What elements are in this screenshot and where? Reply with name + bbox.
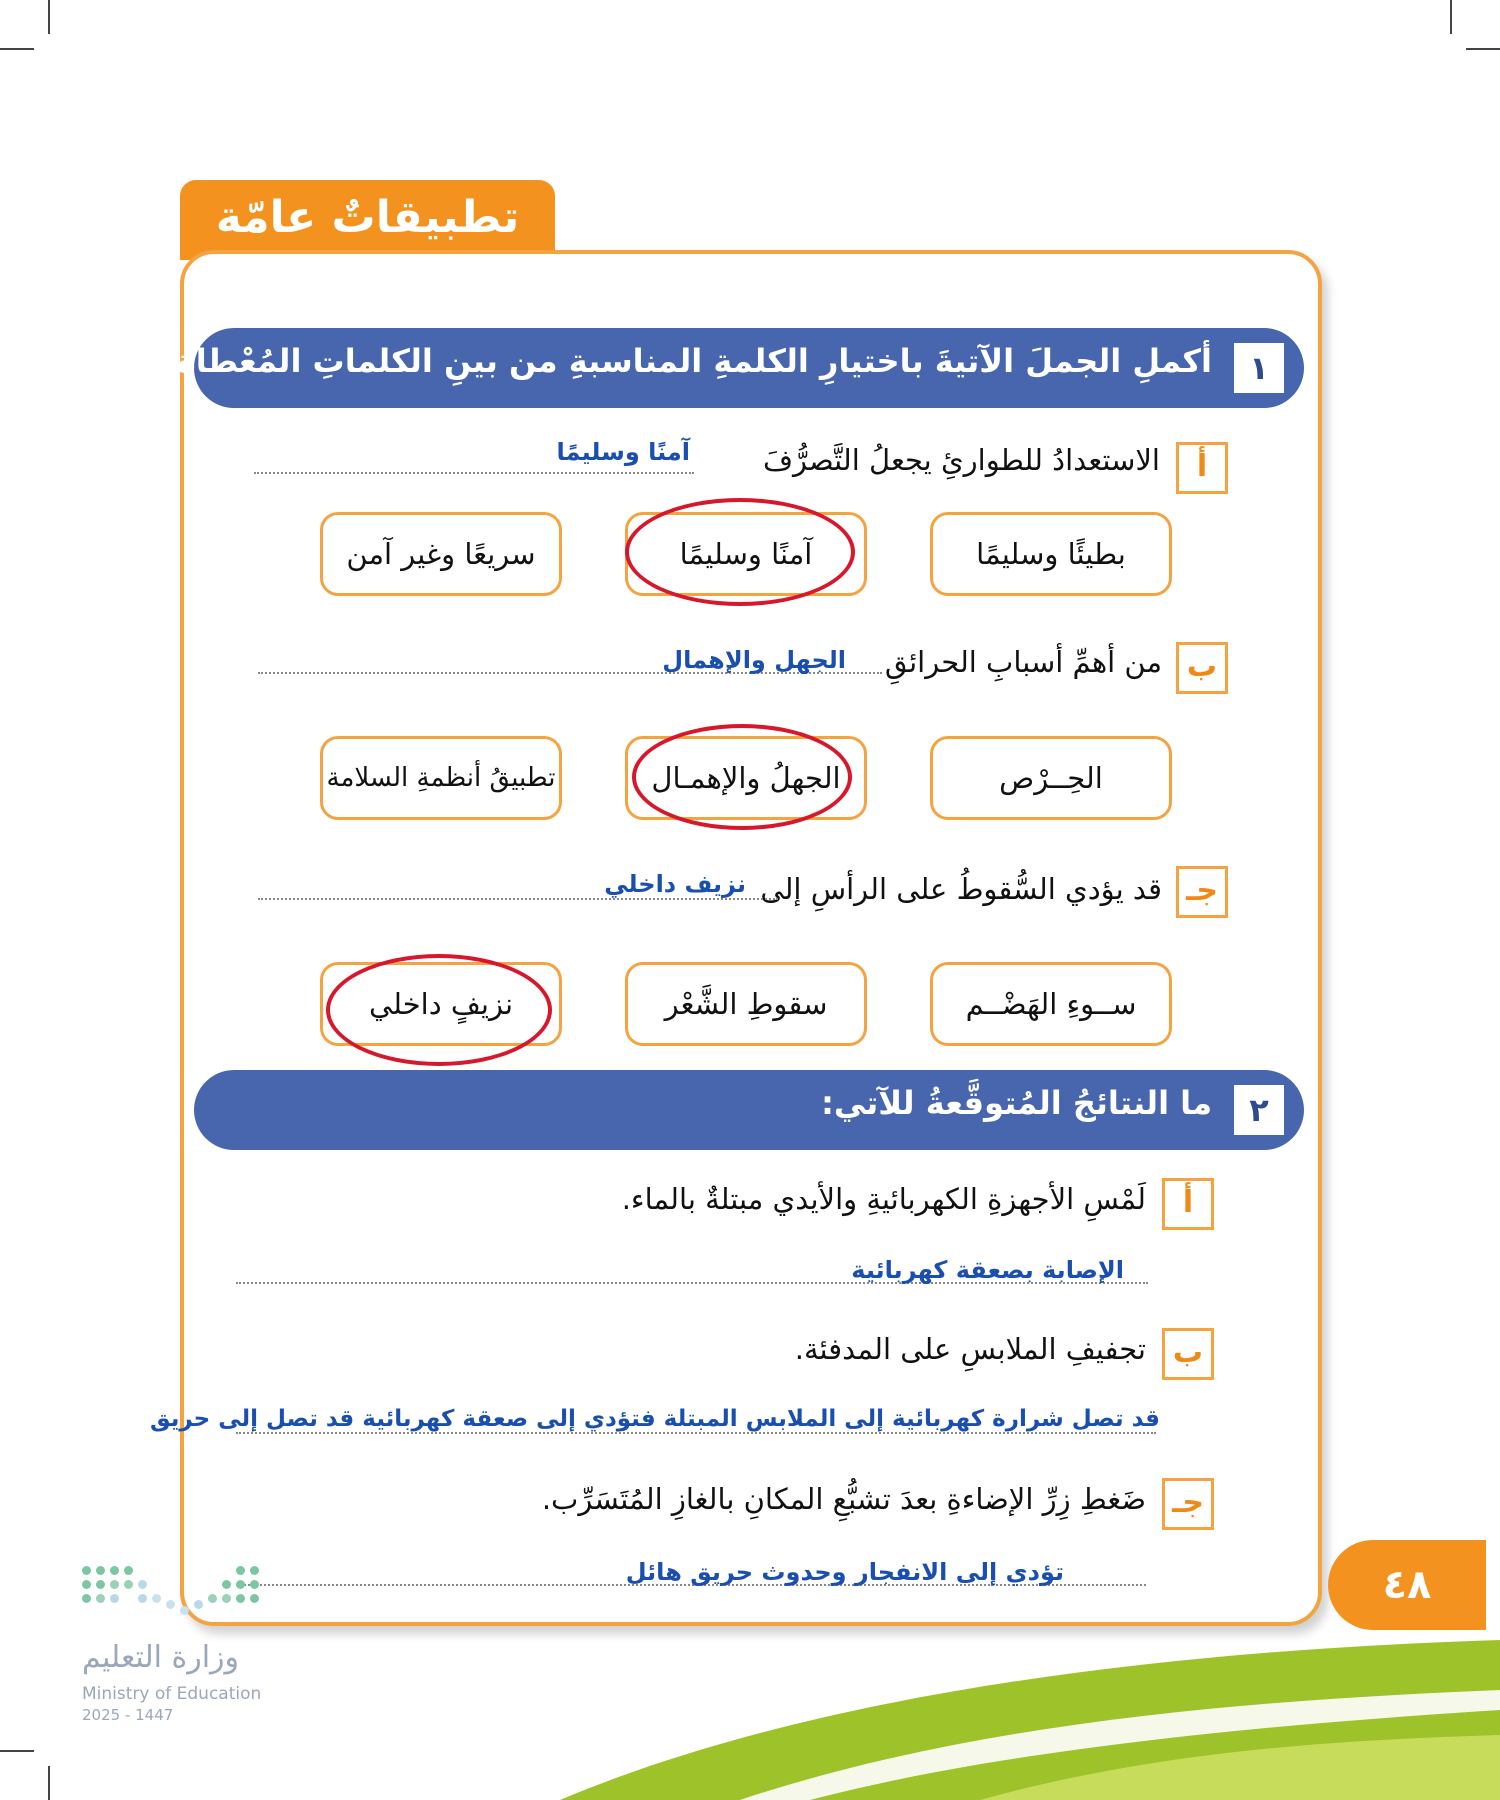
crop-mark bbox=[0, 48, 34, 50]
option-1a-1[interactable]: بطيئًا وسليمًا bbox=[930, 512, 1172, 596]
ministry-logo-icon bbox=[82, 1560, 272, 1630]
answer-line-1c bbox=[258, 898, 778, 900]
item-letter-2b: ب bbox=[1162, 1328, 1214, 1380]
item-text-2c: ضَغطِ زِرِّ الإضاءةِ بعدَ تشبُّعِ المكانِ بالغازِ المُتَسَرِّب. bbox=[541, 1482, 1146, 1516]
answer-line-2b bbox=[236, 1432, 1156, 1434]
answer-line-1a bbox=[254, 472, 694, 474]
written-answer-2b[interactable]: قد تصل شرارة كهربائية إلى الملابس المبتلة فتؤدي إلى صعقة كهربائية قد تصل إلى حريق bbox=[150, 1406, 1160, 1432]
item-sentence-1c: قد يؤدي السُّقوطُ على الرأسِ إلى bbox=[760, 872, 1162, 906]
written-answer-1c[interactable]: نزيف داخلي bbox=[604, 870, 746, 898]
item-text-2a: لَمْسِ الأجهزةِ الكهربائيةِ والأيدي مبتلةٌ بالماء. bbox=[621, 1182, 1146, 1216]
item-text-2b: تجفيفِ الملابسِ على المدفئة. bbox=[794, 1332, 1146, 1366]
option-1a-2[interactable]: آمنًا وسليمًا bbox=[625, 512, 867, 596]
ministry-name-english: Ministry of Education bbox=[82, 1684, 262, 1704]
crop-mark bbox=[1450, 0, 1452, 34]
section-title: تطبيقاتٌ عامّة bbox=[215, 192, 520, 243]
crop-mark bbox=[48, 1766, 50, 1800]
crop-mark bbox=[1466, 48, 1500, 50]
item-letter-1b: ب bbox=[1176, 642, 1228, 694]
option-1b-2[interactable]: الجهلُ والإهمـال bbox=[625, 736, 867, 820]
section-header-tab bbox=[180, 180, 555, 260]
exercise-2-banner bbox=[194, 1070, 1304, 1150]
written-answer-1b[interactable]: الجهل والإهمال bbox=[662, 646, 846, 674]
option-1c-1[interactable]: ســوءِ الهَضْــم bbox=[930, 962, 1172, 1046]
item-letter-1a: أ bbox=[1176, 442, 1228, 494]
selected-answer-circle-1c bbox=[326, 954, 552, 1066]
written-answer-1a[interactable]: آمنًا وسليمًا bbox=[556, 438, 690, 466]
exercise-2-prompt: ما النتائجُ المُتوقَّعةُ للآتي: bbox=[821, 1084, 1212, 1122]
item-sentence-1a: الاستعدادُ للطوارئِ يجعلُ التَّصرُّفَ bbox=[762, 443, 1160, 477]
written-answer-2a[interactable]: الإصابة بصعقة كهربائية bbox=[851, 1256, 1124, 1284]
option-1b-1[interactable]: الحِــرْص bbox=[930, 736, 1172, 820]
selected-answer-circle-1a bbox=[625, 498, 855, 606]
written-answer-2c[interactable]: تؤدي إلى الانفجار وحدوث حريق هائل bbox=[625, 1558, 1064, 1586]
green-swoosh-decoration bbox=[560, 1630, 1500, 1800]
option-1a-3[interactable]: سريعًا وغير آمن bbox=[320, 512, 562, 596]
option-1c-2[interactable]: سقوطِ الشَّعْر bbox=[625, 962, 867, 1046]
crop-mark bbox=[48, 0, 50, 34]
item-letter-1c: جـ bbox=[1176, 866, 1228, 918]
option-1b-3[interactable]: تطبيقُ أنظمةِ السلامة bbox=[320, 736, 562, 820]
ministry-name-arabic: وزارة التعليم bbox=[82, 1640, 240, 1675]
exercise-1-banner bbox=[164, 328, 1304, 408]
exercise-2-number: ٢ bbox=[1234, 1085, 1284, 1135]
selected-answer-circle-1b bbox=[632, 724, 852, 830]
ministry-year: 2025 - 1447 bbox=[82, 1706, 174, 1724]
crop-mark bbox=[0, 1750, 34, 1752]
exercise-1-number: ١ bbox=[1234, 343, 1284, 393]
exercise-1-prompt: أكملِ الجملَ الآتيةَ باختيارِ الكلمةِ المناسبةِ من بينِ الكلماتِ المُعْطاة: bbox=[164, 342, 1212, 380]
page-number: ٤٨ bbox=[1328, 1540, 1486, 1630]
option-1c-3[interactable]: نزيفٍ داخلي bbox=[320, 962, 562, 1046]
item-letter-2a: أ bbox=[1162, 1178, 1214, 1230]
item-sentence-1b: من أهمِّ أسبابِ الحرائقِ bbox=[884, 645, 1162, 679]
item-letter-2c: جـ bbox=[1162, 1478, 1214, 1530]
